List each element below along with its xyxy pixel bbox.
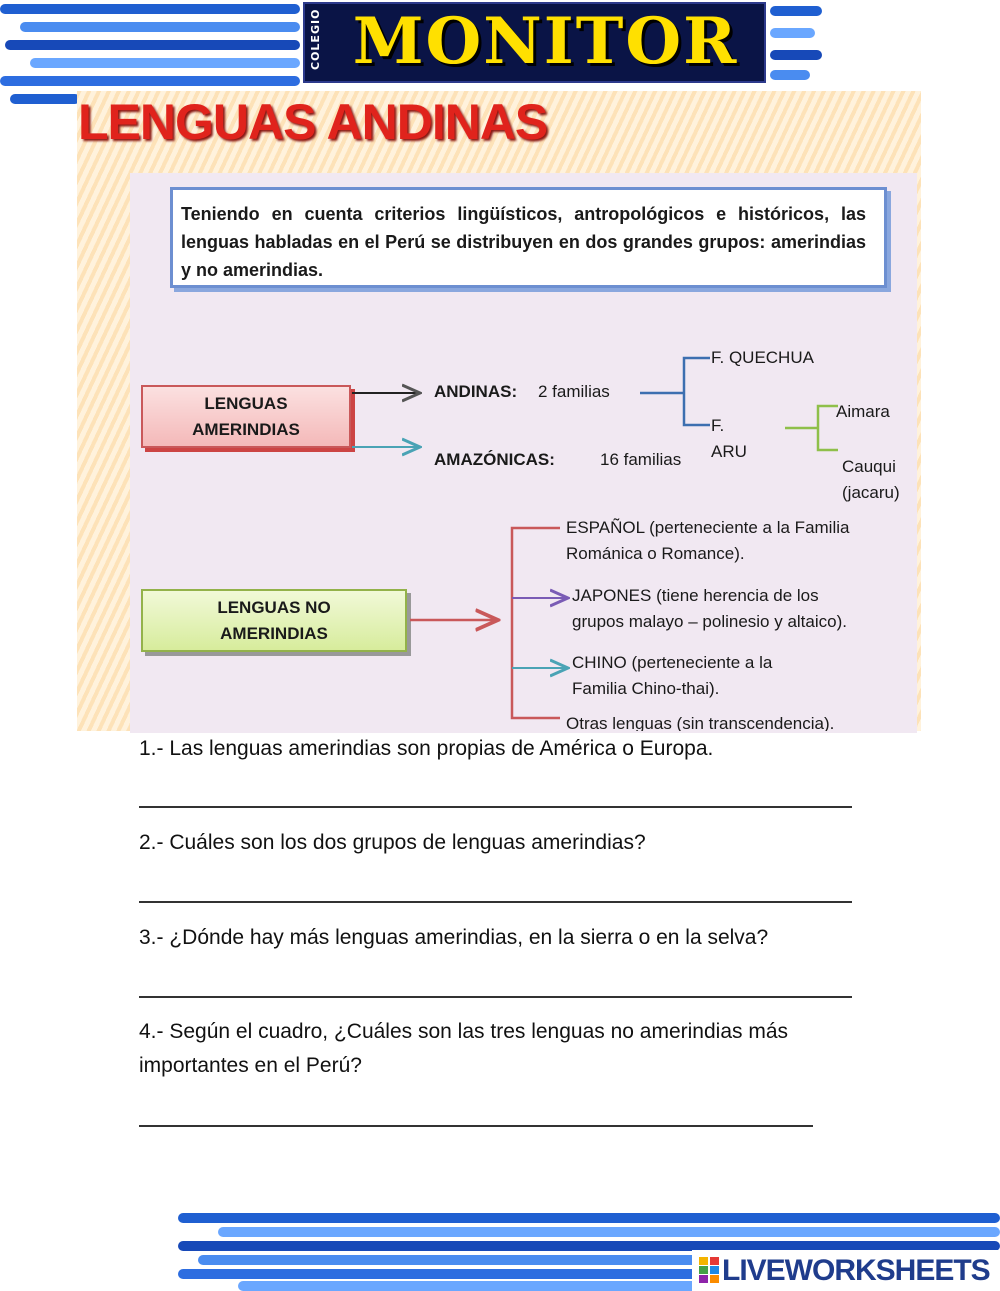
quechua-label: F. QUECHUA: [711, 348, 814, 367]
answer-line-1[interactable]: [139, 806, 852, 808]
answer-line-2[interactable]: [139, 901, 852, 903]
liveworksheets-brand[interactable]: LIVEWORKSHEETS: [722, 1254, 990, 1287]
question-1: 1.- Las lenguas amerindias son propias de América o Europa.: [139, 737, 714, 760]
liveworksheets-logo-icon: [698, 1256, 720, 1284]
amazonicas-count: 16 familias: [600, 450, 682, 469]
espanol-line1: ESPAÑOL (perteneciente a la Familia: [566, 518, 850, 537]
aru-line1: F.: [711, 416, 725, 435]
answer-line-3[interactable]: [139, 996, 852, 998]
answer-line-4[interactable]: [139, 1125, 813, 1127]
poster-title: LENGUAS ANDINAS: [78, 94, 548, 150]
question-4-line2: importantes en el Perú?: [139, 1054, 362, 1077]
intro-box: Teniendo en cuenta criterios lingüísticos, antropológicos e históricos, las lenguas habladas en el Perú se distribuyen en dos grandes grupos: amerindias y no amerindias.: [170, 187, 887, 288]
chino-line2: Familia Chino-thai).: [572, 679, 720, 698]
aimara-label: Aimara: [836, 402, 890, 421]
cauqui-line2: (jacaru): [842, 483, 900, 502]
cauqui-line1: Cauqui: [842, 457, 896, 476]
amerindias-line2: AMERINDIAS: [192, 419, 300, 439]
otras-label: Otras lenguas (sin transcendencia).: [566, 714, 835, 731]
no-amerindias-line2: AMERINDIAS: [220, 623, 328, 643]
japones-line1: JAPONES (tiene herencia de los: [572, 586, 819, 605]
chino-line1: CHINO (perteneciente a la: [572, 653, 773, 672]
aru-line2: ARU: [711, 442, 747, 461]
espanol-line2: Románica o Romance).: [566, 544, 745, 563]
question-3: 3.- ¿Dónde hay más lenguas amerindias, en la sierra o en la selva?: [139, 926, 769, 949]
amazonicas-label: AMAZÓNICAS:: [434, 450, 555, 469]
question-2: 2.- Cuáles son los dos grupos de lenguas amerindias?: [139, 831, 646, 854]
andinas-label: ANDINAS:: [434, 382, 518, 401]
japones-line2: grupos malayo – polinesio y altaico).: [572, 612, 847, 631]
andinas-count: 2 familias: [538, 382, 610, 401]
amerindias-line1: LENGUAS: [204, 393, 288, 413]
logo-name: MONITOR: [352, 4, 739, 79]
no-amerindias-line1: LENGUAS NO: [217, 597, 331, 617]
logo-small-text: COLEGIO: [309, 8, 322, 70]
question-4-line1: 4.- Según el cuadro, ¿Cuáles son las tres lenguas no amerindias más: [139, 1020, 789, 1043]
